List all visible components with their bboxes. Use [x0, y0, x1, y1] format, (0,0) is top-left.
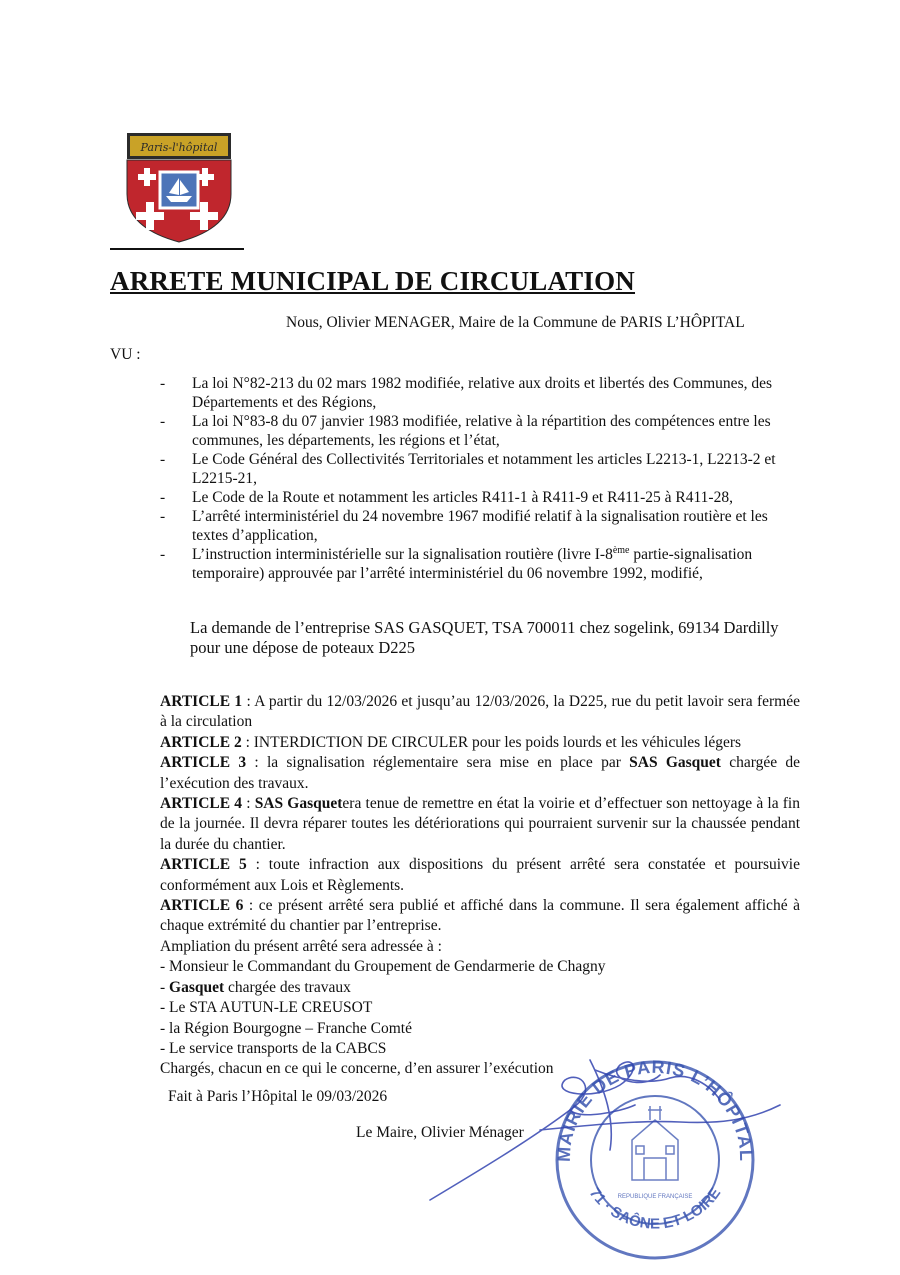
ampliation-item: - Monsieur le Commandant du Groupement de Gendarmerie de Chagny: [160, 958, 606, 976]
crest-icon: [124, 132, 234, 244]
closing-line: Chargés, chacun en ce qui le concerne, d’en assurer l’exécution: [160, 1060, 554, 1078]
signing-place-date: Fait à Paris l’Hôpital le 09/03/2026: [168, 1088, 388, 1105]
articles-block: [160, 692, 800, 1080]
ampliation-item: - Le service transports de la CABCS: [160, 1039, 387, 1057]
list-item: - La loi N°83-8 du 07 janvier 1983 modifiée, relative à la répartition des compétences entre les communes, les départements, les régions et l’état,: [160, 413, 771, 449]
vu-label: VU :: [110, 346, 141, 363]
stamp-center-text: RÉPUBLIQUE FRANÇAISE: [617, 1194, 693, 1200]
ampliation-item: - Gasquet chargée des travaux: [160, 978, 351, 996]
ampliation-intro: Ampliation du présent arrêté sera adressée à :: [160, 937, 442, 955]
vu-list: [160, 374, 805, 583]
article-3: ARTICLE 3 : la signalisation réglementaire sera mise en place par SAS Gasquet chargée de l’exécution des travaux.: [160, 754, 801, 792]
signer-name: Le Maire, Olivier Ménager: [356, 1124, 524, 1141]
article-4: ARTICLE 4 : SAS Gasquetera tenue de remettre en état la voirie et d’effectuer son nettoyage à la fin de la journée. Il devra réparer toutes les détériorations qui pourraient survenir sur la chaussée pendant la durée du chantier.: [160, 795, 800, 853]
ampliation-item: - Le STA AUTUN-LE CREUSOT: [160, 999, 373, 1017]
article-1: ARTICLE 1 : A partir du 12/03/2026 et jusqu’au 12/03/2026, la D225, rue du petit lavoir sera fermée à la circulation: [160, 693, 800, 731]
header-rule: [110, 248, 244, 250]
list-item: - L’arrêté interministériel du 24 novembre 1967 modifié relatif à la signalisation routière et les textes d’application,: [160, 508, 768, 544]
company-request: La demande de l’entreprise SAS GASQUET, TSA 700011 chez sogelink, 69134 Dardilly pour une dépose de poteaux D225: [190, 618, 779, 657]
article-2: ARTICLE 2 : INTERDICTION DE CIRCULER pour les poids lourds et les véhicules légers: [160, 733, 742, 751]
mayor-line: Nous, Olivier MENAGER, Maire de la Commune de PARIS L’HÔPITAL: [286, 314, 745, 331]
list-item: - L’instruction interministérielle sur la signalisation routière (livre I-8ème partie-signalisation temporaire) approuvée par l’arrêté interministériel du 06 novembre 1992, modifié,: [160, 544, 753, 582]
article-6: ARTICLE 6 : ce présent arrêté sera publié et affiché dans la commune. Il sera également affiché à chaque extrémité du chantier par l’entreprise.: [160, 897, 800, 935]
list-item: - Le Code Général des Collectivités Territoriales et notamment les articles L2213-1, L2213-2 et L2215-21,: [160, 451, 776, 487]
signature-icon: [420, 1050, 790, 1210]
stamp-bottom-text: 71 · SAÔNE ET LOIRE: [585, 1184, 725, 1233]
commune-crest: [124, 132, 234, 244]
mayor-signature: [420, 1050, 790, 1210]
list-item: - La loi N°82-213 du 02 mars 1982 modifiée, relative aux droits et libertés des Communes, des Départements et des Régions,: [160, 375, 773, 411]
page-title: ARRETE MUNICIPAL DE CIRCULATION: [110, 266, 636, 296]
crest-banner-text: Paris-l'hôpital: [140, 141, 218, 154]
stamp-ring-text: MAIRIE DE PARIS L’HÔPITAL: [553, 1056, 757, 1163]
list-item: - Le Code de la Route et notamment les articles R411-1 à R411-9 et R411-25 à R411-28,: [160, 489, 733, 506]
ampliation-item: - la Région Bourgogne – Franche Comté: [160, 1019, 412, 1037]
article-5: ARTICLE 5 : toute infraction aux dispositions du présent arrêté sera constatée et poursuivie conformément aux Lois et Règlements.: [160, 856, 800, 894]
